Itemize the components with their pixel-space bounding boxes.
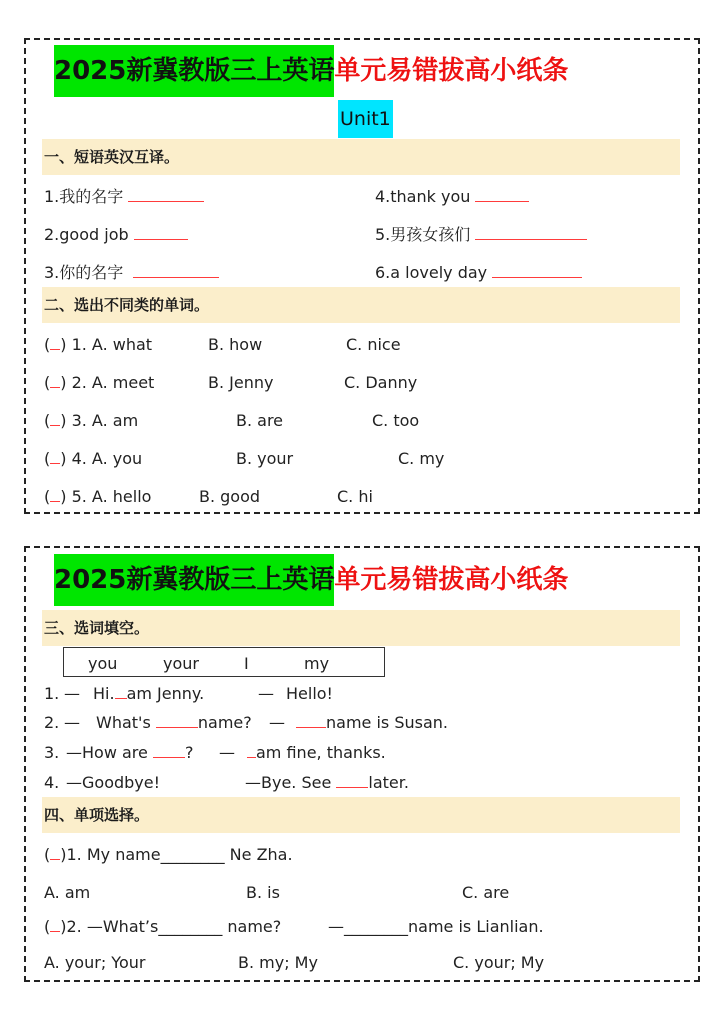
translate-item-6: 6.a lovely day xyxy=(375,263,582,283)
fill-q1-num: 1. xyxy=(44,684,60,703)
paren-blank[interactable] xyxy=(50,487,60,502)
word-bank-item: you xyxy=(88,654,118,673)
word-bank-item: I xyxy=(244,654,249,673)
answer-blank[interactable] xyxy=(296,713,326,728)
choice-q2-option-c[interactable]: C. your; My xyxy=(453,953,545,972)
odd-item-4: ( ) 4. A. you xyxy=(44,449,143,468)
choice-q1-option-a[interactable]: A. am xyxy=(44,883,91,902)
translate-item-4: 4.thank you xyxy=(375,187,529,207)
paren-blank[interactable] xyxy=(50,917,60,932)
fill-q2-right: name is Susan. xyxy=(296,713,448,733)
title-green: 2025新冀教版三上英语 xyxy=(54,45,334,97)
card2-title xyxy=(54,554,684,606)
translate-item-5: 5.男孩女孩们 xyxy=(375,225,587,245)
answer-blank[interactable] xyxy=(475,187,529,202)
paren-blank[interactable] xyxy=(50,449,60,464)
section-4-heading: 四、单项选择。 xyxy=(42,797,680,833)
fill-q3-num: 3. xyxy=(44,743,60,762)
fill-q1-left: Hi. am Jenny. xyxy=(93,684,205,703)
fill-q3-dash2: — xyxy=(219,743,235,762)
fill-q3-left: —How are ? xyxy=(66,743,194,762)
fill-q1-right: Hello! xyxy=(286,684,333,703)
odd-item-4-c: C. my xyxy=(398,449,445,468)
translate-item-1: 1.我的名字 xyxy=(44,187,204,207)
choice-q2-option-a[interactable]: A. your; Your xyxy=(44,953,146,972)
choice-q2-option-b[interactable]: B. my; My xyxy=(238,953,318,972)
fill-q1-dash2: — xyxy=(258,684,274,703)
paren-blank[interactable] xyxy=(50,335,60,350)
word-bank-item: my xyxy=(304,654,330,673)
odd-item-1-c: C. nice xyxy=(346,335,401,354)
answer-blank[interactable] xyxy=(153,743,185,758)
fill-q2-dash2: — xyxy=(269,713,285,732)
choice-q2-stem: ( )2. —What’s________ name? xyxy=(44,917,282,936)
choice-q1-option-c[interactable]: C. are xyxy=(462,883,510,902)
translate-item-2: 2.good job xyxy=(44,225,188,245)
fill-q4-right: —Bye. See later. xyxy=(245,773,409,792)
odd-item-5-c: C. hi xyxy=(337,487,373,506)
answer-blank[interactable] xyxy=(134,225,188,240)
odd-item-5-b: B. good xyxy=(199,487,261,506)
answer-blank[interactable] xyxy=(247,743,256,758)
section-2-heading: 二、选出不同类的单词。 xyxy=(42,287,680,323)
fill-q2-left: What's name? xyxy=(96,713,252,732)
translate-item-3: 3.你的名字 xyxy=(44,263,219,283)
word-bank-item: your xyxy=(163,654,199,673)
odd-item-3-c: C. too xyxy=(372,411,420,430)
odd-item-1-b: B. how xyxy=(208,335,263,354)
odd-item-4-b: B. your xyxy=(236,449,294,468)
card1-title xyxy=(54,45,684,97)
fill-q2-dash: — xyxy=(64,713,80,732)
unit-label: Unit1 xyxy=(338,100,393,138)
title-green: 2025新冀教版三上英语 xyxy=(54,554,334,606)
title-red: 单元易错拔高小纸条 xyxy=(334,565,569,595)
odd-item-2: ( ) 2. A. meet xyxy=(44,373,155,392)
title-red: 单元易错拔高小纸条 xyxy=(334,56,569,86)
fill-q1-dash: — xyxy=(64,684,80,703)
section-3-heading: 三、选词填空。 xyxy=(42,610,680,646)
choice-q2-stem-2: —________name is Lianlian. xyxy=(328,917,544,936)
answer-blank[interactable] xyxy=(475,225,587,240)
fill-q4-num: 4. xyxy=(44,773,60,792)
answer-blank[interactable] xyxy=(156,713,198,728)
answer-blank[interactable] xyxy=(336,773,368,788)
fill-q3-right: am fine, thanks. xyxy=(247,743,386,763)
fill-q4-left: —Goodbye! xyxy=(66,773,161,792)
paren-blank[interactable] xyxy=(50,373,60,388)
odd-item-3-b: B. are xyxy=(236,411,284,430)
odd-item-3: ( ) 3. A. am xyxy=(44,411,139,430)
answer-blank[interactable] xyxy=(133,263,219,278)
answer-blank[interactable] xyxy=(492,263,582,278)
answer-blank[interactable] xyxy=(115,684,127,699)
odd-item-5: ( ) 5. A. hello xyxy=(44,487,152,506)
odd-item-1: ( ) 1. A. what xyxy=(44,335,153,354)
answer-blank[interactable] xyxy=(128,187,204,202)
odd-item-2-c: C. Danny xyxy=(344,373,418,392)
paren-blank[interactable] xyxy=(50,411,60,426)
choice-q1-option-b[interactable]: B. is xyxy=(246,883,280,902)
section-1-heading: 一、短语英汉互译。 xyxy=(42,139,680,175)
paren-blank[interactable] xyxy=(50,845,60,860)
choice-q1-stem: ( )1. My name________ Ne Zha. xyxy=(44,845,293,864)
fill-q2-num: 2. xyxy=(44,713,60,732)
odd-item-2-b: B. Jenny xyxy=(208,373,274,392)
